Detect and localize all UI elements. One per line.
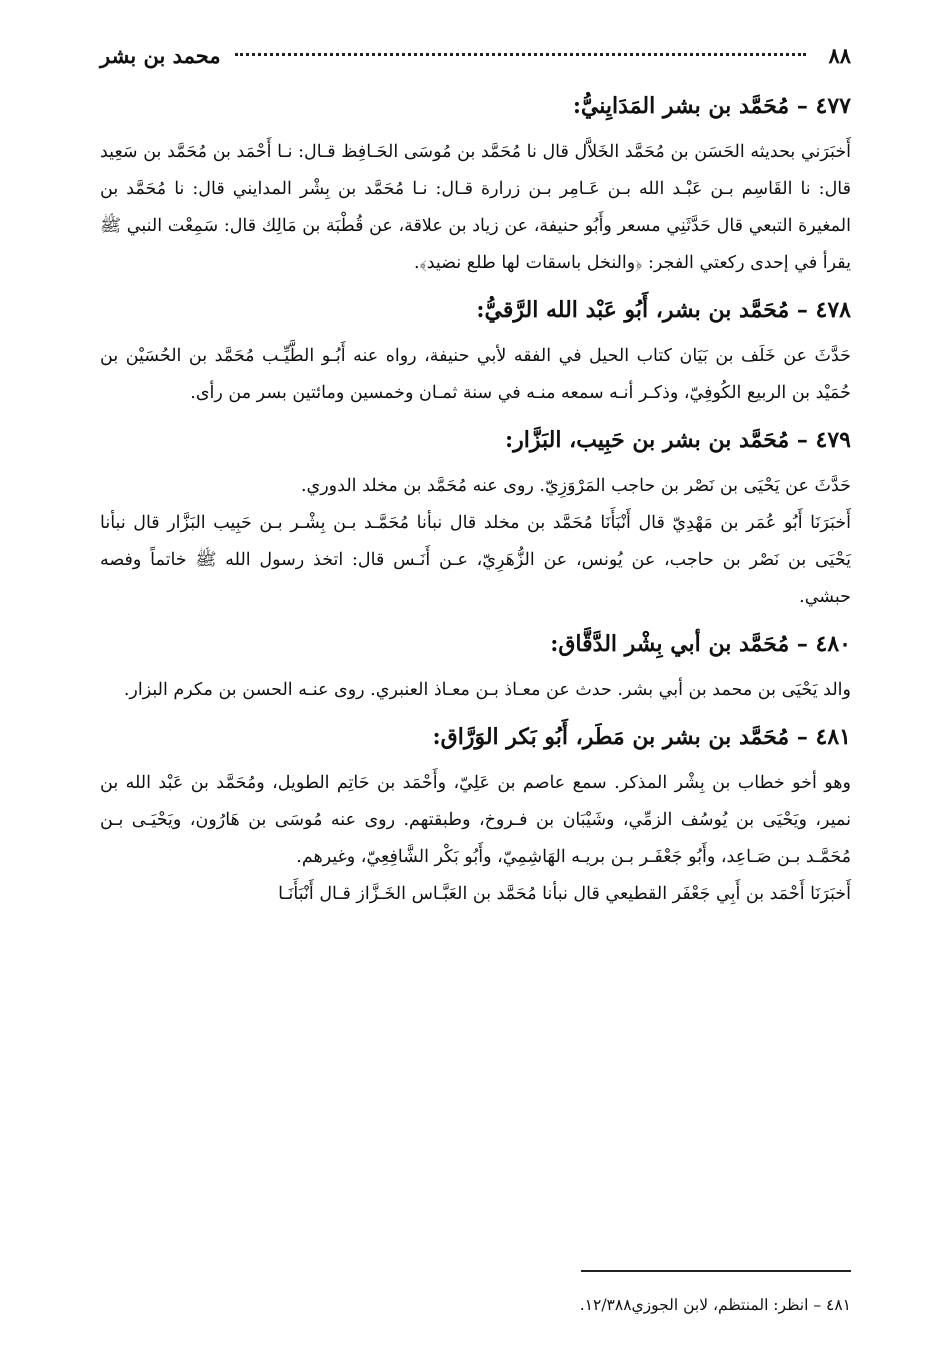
- biography-entry: [100, 719, 851, 913]
- entry-title: ٤٧٩ – مُحَمَّد بن بشر بن حَبِيب، البَزَّار:: [505, 427, 851, 453]
- biography-entry: [100, 626, 851, 709]
- entry-paragraph: أَخبَرَنَا أَحْمَد بن أَبِي جَعْفَر القطيعي قال نبأنا مُحَمَّد بن العَبَّـاس الخَـزَّاز قـال أَنْبَأَنَـا: [278, 884, 851, 904]
- entry-title: ٤٨٠ – مُحَمَّد بن أبي بِشْر الدَّقَّاق:: [550, 631, 851, 657]
- footnote: ٤٨١ – انظر: المنتظم، لابن الجوزي١٢/٣٨٨.: [579, 1296, 851, 1314]
- entry-title: ٤٨١ – مُحَمَّد بن بشر بن مَطَر، أَبُو بَكر الوَرَّاق:: [432, 724, 851, 750]
- page-number: ٨٨: [828, 43, 851, 68]
- entry-paragraph: وهو أخو خطاب بن بِشْر المذكر. سمع عاصم بن عَلِيّ، وأَحْمَد بن حَاتِم الطويل، ومُحَمَّد بن عَبْد الله بن نمير، ويَحْيَى بن يُوسُف الزمِّي، وشَيْبَان بن فـروخ، وطبقتهم. روى عنه مُوسَى بن هَارُون، ويَحْيَـى بـن مُحَمَّـد بـن صَـاعِد، وأَبُو جَعْفَـر بـن بريـه الهَاشِمِيّ، وأَبُو بَكْر الشَّافِعِيّ، وغيرهم.: [100, 773, 851, 867]
- biography-entry: [100, 422, 851, 616]
- header-dotted-leader: [235, 53, 807, 56]
- entry-paragraph: حَدَّثَ عن يَحْيَى بن نَصْر بن حاجب المَرْوَزِيّ. روى عنه مُحَمَّد بن مخلد الدوري.: [300, 476, 851, 496]
- entries-list: [100, 88, 851, 913]
- entry-title: ٤٧٨ – مُحَمَّد بن بشر، أَبُو عَبْد الله الرَّقيُّ:: [476, 297, 851, 323]
- entry-paragraph: أَخبَرَنَا أَبُو عُمَر بن مَهْدِيّ قال أَنْبَأَنَا مُحَمَّد بن مخلد قال نبأنا مُحَمَّـد بـن بِشْـر بـن حَبِيب البَزَّار قال نبأنا يَحْيَى بن نَصْر بن حاجب، عن يُونس، عن الزُّهَرِيّ، عـن أَنَـس قال: اتخذ رسول الله ﷺ خاتماً وفصه حبشي.: [100, 513, 851, 607]
- entry-paragraph: أَخبَرَني بحديثه الحَسَن بن مُحَمَّد الخَلاَّل قال نا مُحَمَّد بن مُوسَى الحَـافِظ قـال: نـا أَحْمَد بن مُحَمَّد بن سَعِيد قال: نا القَاسِم بـن عَبْـد الله بـن عَـامِر بـن زرارة قـال: نـا مُحَمَّد بن بِشْر المدايني قال: نا مُحَمَّد بن المغيرة التبعي قال حَدَّثَنِي مسعر وأَبُو حنيفة، عن زياد بن علاقة، عن قُطْبَة بن مَالِك قال: سَمِعْت النبي ﷺ يقرأ في إحدى ركعتي الفجر: ﴿والنخل باسقات لها طلع نضيد﴾.: [100, 142, 851, 273]
- entry-paragraph: والد يَحْيَى بن محمد بن أبي بشر. حدث عن معـاذ بـن معـاذ العنبري. روى عنـه الحسن بن مكرم البزار.: [123, 680, 851, 700]
- running-title: محمد بن بشر: [100, 43, 221, 68]
- footnote-separator: [581, 1270, 851, 1272]
- entry-title: ٤٧٧ – مُحَمَّد بن بشر المَدَايِنيُّ:: [572, 93, 851, 119]
- page-header: [100, 34, 851, 78]
- entry-paragraph: حَدَّثَ عن خَلَف بن بَيَان كتاب الحيل في الفقه لأبي حنيفة، رواه عنه أَبُـو الطَّيِّـب مُحَمَّد بن الحُسَيْن بن حُمَيْد بن الربيع الكُوفِيّ، وذكـر أنـه سمعه منـه في سنة ثمـان وخمسين ومائتين بسر من رأى.: [100, 346, 851, 403]
- biography-entry: [100, 292, 851, 412]
- biography-entry: [100, 88, 851, 282]
